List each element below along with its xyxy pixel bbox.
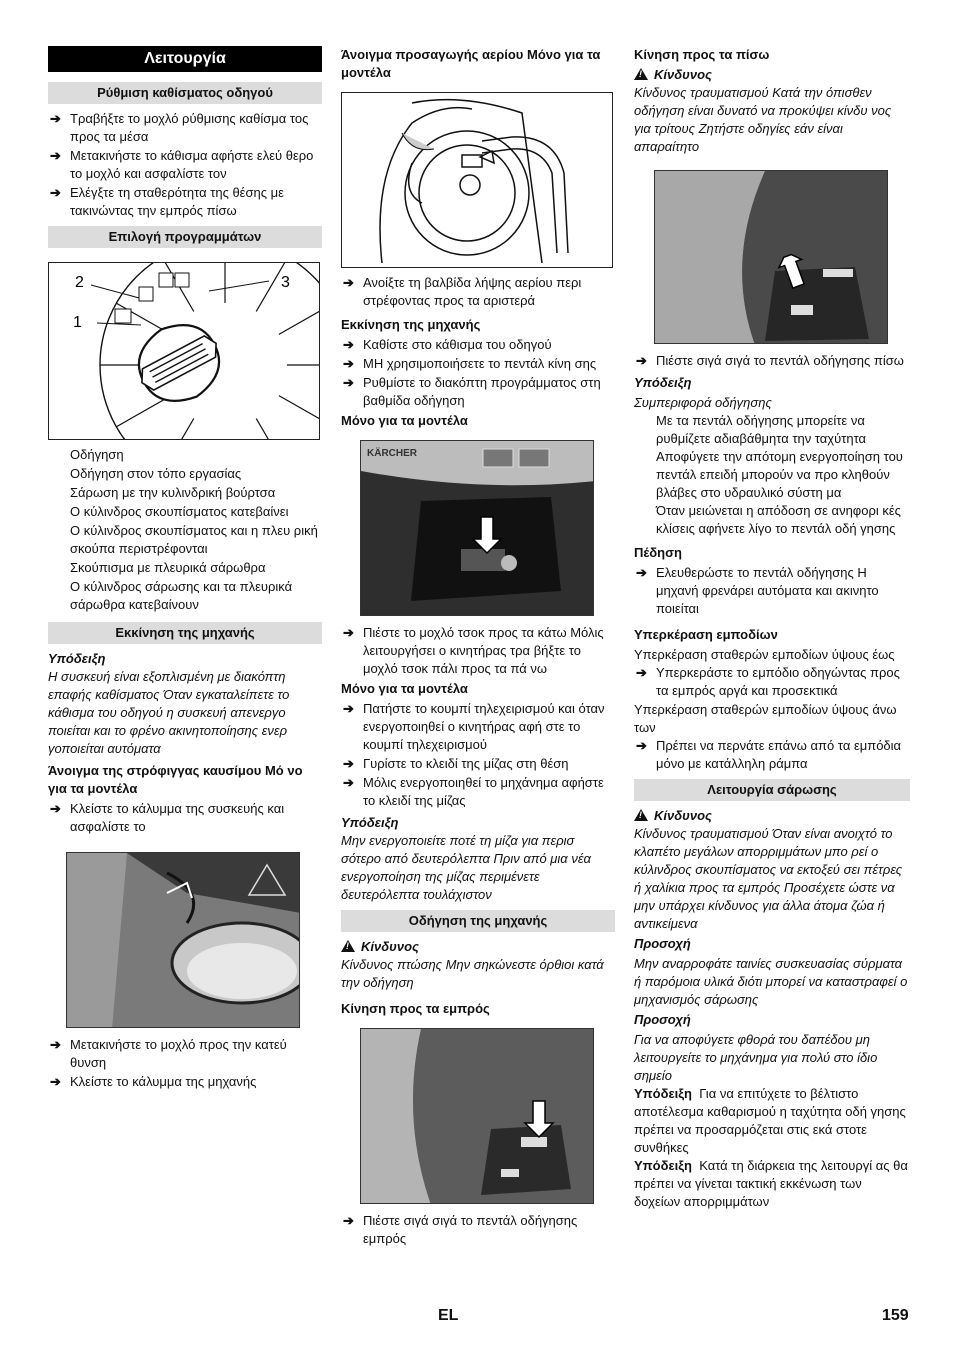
arrow-right-icon: ➔ [343, 375, 354, 390]
page-number: 159 [882, 1307, 909, 1324]
arrow-right-icon: ➔ [636, 665, 647, 680]
arrow-right-icon: ➔ [50, 148, 61, 163]
section-sweeping: Λειτουργία σάρωσης [634, 779, 910, 801]
list-item: Σκούπισμα με πλευρικά σάρωθρα [70, 560, 266, 575]
forward-pedal-illustration [361, 1029, 594, 1204]
list-item: ➔ Ελέγξτε τη σταθερότητα της θέσης με τακινώντας την εμπρός πίσω [50, 185, 284, 218]
arrow-right-icon: ➔ [343, 356, 354, 371]
note-label: Υπόδειξη [634, 375, 692, 390]
caution-text-2: Για να αποφύγετε φθορά του δαπέδου μη λειτουργείτε το μηχάνημα για πολύ στο ίδιο σημείο [634, 1032, 878, 1083]
arrow-right-icon: ➔ [343, 775, 354, 790]
danger-heading: !Κίνδυνος [634, 66, 910, 84]
list-item: ➔ Καθίστε στο κάθισμα του οδηγού [343, 337, 552, 352]
forward-pedal-photo [360, 1028, 594, 1204]
arrow-right-icon: ➔ [636, 353, 647, 368]
list-item: ➔ Πιέστε σιγά σιγά το πεντάλ οδήγησης πίσω [636, 353, 904, 368]
list-item: ➔ Κλείστε το κάλυμμα της συσκευής και ασφαλίστε το [50, 801, 285, 834]
list-item: ➔ Πατήστε το κουμπί τηλεχειρισμού και όταν ενεργοποιηθεί ο κινητήρας αφή στε το κουμπί τηλεχειρισμού [343, 701, 605, 752]
danger-text: Κίνδυνος πτώσης Μην σηκώνεστε όρθιοι κατά την οδήγηση [341, 957, 604, 990]
language-code: EL [438, 1307, 459, 1324]
program-dial-figure [48, 262, 320, 440]
arrow-right-icon: ➔ [343, 337, 354, 352]
tip-2: Υπόδειξη Κατά τη διάρκεια της λειτουργί ας θα πρέπει να γίνεται τακτική εκκένωση των δοχείων απορριμμάτων [634, 1158, 908, 1209]
start-heading: Εκκίνηση της μηχανής [341, 317, 481, 332]
arrow-right-icon: ➔ [636, 738, 647, 753]
reverse-pedal-illustration [655, 171, 888, 344]
danger-heading: !Κίνδυνος [341, 938, 615, 956]
gas-supply-heading: Άνοιγμα προσαγωγής αερίου Μόνο για τα μοντέλα [341, 47, 601, 80]
page-title: Λειτουργία [48, 46, 322, 72]
list-item: ➔ Πιέστε σιγά σιγά το πεντάλ οδήγησης εμπρός [343, 1213, 578, 1246]
caution-label-2: Προσοχή [634, 1012, 691, 1027]
obstacles-text-1: Υπερκέραση σταθερών εμποδίων ύψους έως [634, 647, 895, 662]
list-item: Οδήγηση στον τόπο εργασίας [70, 466, 242, 481]
list-item: ➔ Μετακινήστε το μοχλό προς την κατεύ θυνση [50, 1037, 287, 1070]
list-item: ➔ Κλείστε το κάλυμμα της μηχανής [50, 1074, 257, 1089]
arrow-right-icon: ➔ [50, 111, 61, 126]
behavior-line: Με τα πεντάλ οδήγησης μπορείτε να ρυθμίζετε αδιαβάθμητα την ταχύτητα [656, 413, 867, 446]
obstacles-heading: Υπερκέραση εμποδίων [634, 627, 778, 642]
arrow-right-icon: ➔ [343, 275, 354, 290]
caution-text-1: Μην αναρροφάτε ταινίες συσκευασίας σύρματα ή παρόμοια υλικά διότι μπορεί να καταστραφεί ο μηχανισμός σάρωσης [634, 956, 908, 1007]
fuel-tap-heading: Άνοιγμα της στρόφιγγας καυσίμου Μό νο για τα μοντέλα [48, 763, 303, 796]
dial-label-1: 1 [73, 314, 82, 331]
models-only-heading: Μόνο για τα μοντέλα [341, 413, 468, 428]
gas-valve-figure [341, 92, 613, 268]
list-item: ➔ Μόλις ενεργοποιηθεί το μηχάνημα αφήστε το κλειδί της μίζας [343, 775, 604, 808]
tip-1: Υπόδειξη Για να επιτύχετε το βέλτιστο αποτέλεσμα καθαρισμού η ταχύτητα οδή γησης πρέπει να προσαρμόζεται στις εκά στοτε συνθήκες [634, 1086, 906, 1155]
reverse-heading: Κίνηση προς τα πίσω [634, 47, 770, 62]
list-item: ➔ Ρυθμίστε το διακόπτη προγράμματος στη βαθμίδα οδήγηση [343, 375, 601, 408]
note-label: Υπόδειξη [48, 651, 106, 666]
warning-icon [634, 809, 648, 821]
section-program-select: Επιλογή προγραμμάτων [48, 226, 322, 248]
note-label: Υπόδειξη [341, 815, 399, 830]
arrow-right-icon: ➔ [636, 565, 647, 580]
dial-label-3: 3 [281, 274, 290, 291]
program-dial-diagram [49, 263, 319, 439]
column-3 [634, 46, 910, 1211]
section-machine-start: Εκκίνηση της μηχανής [48, 622, 322, 644]
fuel-tap-illustration [67, 853, 300, 1028]
list-item: ➔ Πρέπει να περνάτε επάνω από τα εμπόδια μόνο με κατάλληλη ράμπα [636, 738, 902, 771]
list-item: ➔ Γυρίστε το κλειδί της μίζας στη θέση [343, 756, 569, 771]
fuel-tap-photo [66, 852, 300, 1028]
danger-heading-2: !Κίνδυνος [634, 807, 910, 825]
choke-photo [360, 440, 594, 616]
arrow-right-icon: ➔ [343, 1213, 354, 1228]
list-item: ➔ Μετακινήστε το κάθισμα αφήστε ελεύ θερο το μοχλό και ασφαλίστε τον [50, 148, 314, 181]
note-text: Η συσκευή είναι εξοπλισμένη με διακόπτη επαφής καθίσματος Όταν εγκαταλείπετε το κάθισμα του οδηγού η συσκευή απενεργο ποιείται και το φρένο ακινητοποίησης ενερ γοποιείται αυτόματα [48, 669, 290, 756]
list-item: ➔ Τραβήξτε το μοχλό ρύθμισης καθίσμα τος προς τα μέσα [50, 111, 309, 144]
column-2 [341, 46, 615, 1249]
models-only-heading-2: Μόνο για τα μοντέλα [341, 681, 468, 696]
list-item: ➔ Ανοίξτε τη βαλβίδα λήψης αερίου περι στρέφοντας προς τα αριστερά [343, 275, 582, 308]
list-item: Οδήγηση [70, 447, 124, 462]
column-1 [48, 46, 322, 1092]
section-driving: Οδήγηση της μηχανής [341, 910, 615, 932]
list-item: Ο κύλινδρος σκουπίσματος και η πλευ ρική σκούπα περιστρέφονται [70, 523, 318, 556]
choke-illustration [361, 441, 594, 616]
danger-text: Κίνδυνος τραυματισμού Κατά την όπισθεν οδήγηση είναι δυνατό να προκύψει κίνδυ νος για τρίτους Ζητήστε οδηγίες εάν είναι απαραίτητο [634, 85, 892, 154]
list-item: ➔ Υπερκεράστε το εμπόδιο οδηγώντας προς τα εμπρός αργά και προσεκτικά [636, 665, 900, 698]
caution-label: Προσοχή [634, 936, 691, 951]
braking-heading: Πέδηση [634, 545, 682, 560]
arrow-right-icon: ➔ [50, 1074, 61, 1089]
behavior-line: Αποφύγετε την απότομη ενεργοποίηση του πεντάλ επειδή μπορούν να προ κληθούν βλάβες στο υδραυλικό σύστη μα [656, 449, 903, 500]
arrow-right-icon: ➔ [50, 1037, 61, 1052]
behavior-line: Όταν μειώνεται η απόδοση σε ανηφορι κές κλίσεις αφήνετε λίγο το πεντάλ οδή γησης [656, 503, 901, 536]
gas-valve-diagram [342, 93, 612, 267]
list-item: Σάρωση με την κυλινδρική βούρτσα [70, 485, 276, 500]
note-text: Μην ενεργοποιείτε ποτέ τη μίζα για περισ σότερο από δευτερόλεπτα Πριν από μια νέα ενεργοποίηση της μίζας περιμένετε δευτερόλεπτα τουλάχιστον [341, 833, 591, 902]
arrow-right-icon: ➔ [343, 625, 354, 640]
list-item: ➔ ΜΗ χρησιμοποιήσετε το πεντάλ κίνη σης [343, 356, 597, 371]
danger-text-2: Κίνδυνος τραυματισμού Όταν είναι ανοιχτό το κλαπέτο μεγάλων απορριμμάτων μπο ρεί ο κύλινδρος σκουπίσματος να εκτοξεύ σει πέτρες ή χαλίκια προς τα εμπρός Προσέχετε ώστε να μην υπάρχει κίνδυνος για άλλα άτομα ζώα ή αντικείμενα [634, 826, 903, 931]
arrow-right-icon: ➔ [343, 756, 354, 771]
arrow-right-icon: ➔ [343, 701, 354, 716]
obstacles-text-2: Υπερκέραση σταθερών εμποδίων ύψους άνω των [634, 702, 897, 735]
arrow-right-icon: ➔ [50, 801, 61, 816]
brand-label: KÄRCHER [367, 448, 417, 459]
list-item: ➔ Πιέστε το μοχλό τσοκ προς τα κάτω Μόλις λειτουργήσει ο κινητήρας τρα βήξτε το μοχλό τσοκ πάλι προς τα πά νω [343, 625, 604, 676]
list-item: ➔ Ελευθερώστε το πεντάλ οδήγησης Η μηχανή φρενάρει αυτόματα και ακινητο ποιείται [636, 565, 879, 616]
forward-heading: Κίνηση προς τα εμπρός [341, 1001, 490, 1016]
reverse-pedal-photo [654, 170, 888, 344]
warning-icon [341, 940, 355, 952]
list-item: Ο κύλινδρος σάρωσης και τα πλευρικά σάρωθρα κατεβαίνουν [70, 579, 293, 612]
dial-label-2: 2 [75, 274, 84, 291]
program-list [48, 446, 322, 614]
section-seat-adjust: Ρύθμιση καθίσματος οδηγού [48, 82, 322, 104]
arrow-right-icon: ➔ [50, 185, 61, 200]
behavior-label: Συμπεριφορά οδήγησης [634, 395, 772, 410]
list-item: Ο κύλινδρος σκουπίσματος κατεβαίνει [70, 504, 289, 519]
warning-icon [634, 68, 648, 80]
